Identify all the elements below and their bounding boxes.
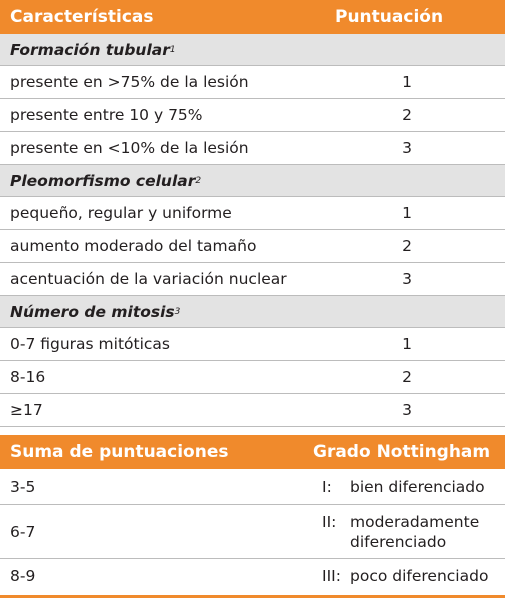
header-sum: Suma de puntuaciones <box>10 442 229 462</box>
sum-value: 8-9 <box>10 567 36 585</box>
sum-value: 3-5 <box>10 477 36 496</box>
row-score: 2 <box>402 106 412 124</box>
section-title: Pleomorfismo celular <box>10 171 196 190</box>
table-row <box>0 328 505 361</box>
grade-numeral: I: <box>322 477 332 496</box>
row-score: 3 <box>402 401 412 419</box>
table-row <box>0 263 505 296</box>
row-score: 3 <box>402 270 412 288</box>
table-row <box>0 99 505 132</box>
footnote-marker: 1 <box>169 44 176 55</box>
section-title: Número de mitosis <box>10 302 175 321</box>
table-row <box>0 394 505 427</box>
row-score: 3 <box>402 139 412 157</box>
table-header <box>0 0 505 34</box>
grade-text: poco diferenciado <box>350 567 489 585</box>
grade-text: bien diferenciado <box>350 477 485 496</box>
row-score: 2 <box>402 368 412 386</box>
grade-row <box>0 469 505 505</box>
row-label: presente en >75% de la lesión <box>10 73 249 91</box>
row-label: pequeño, regular y uniforme <box>10 204 232 222</box>
row-label: 8-16 <box>10 368 46 386</box>
row-score: 1 <box>402 335 412 353</box>
table-row <box>0 132 505 165</box>
section-mitosis <box>0 296 505 328</box>
row-label: presente en <10% de la lesión <box>10 139 249 157</box>
table-row <box>0 361 505 394</box>
bottom-accent-rule <box>0 595 505 598</box>
grade-row <box>0 505 505 559</box>
table-gap <box>0 427 505 435</box>
table-row <box>0 230 505 263</box>
section-title: Formación tubular <box>10 40 170 59</box>
row-score: 1 <box>402 73 412 91</box>
row-label: ≥17 <box>10 401 43 419</box>
header-grade: Grado Nottingham <box>313 442 491 462</box>
grade-text-line2: diferenciado <box>350 532 447 551</box>
grade-numeral: II: <box>322 512 337 531</box>
grade-numeral: III: <box>322 567 341 585</box>
section-tubular <box>0 34 505 66</box>
row-label: 0-7 figuras mitóticas <box>10 335 170 353</box>
section-pleomorphism <box>0 165 505 197</box>
row-score: 1 <box>402 204 412 222</box>
row-label: aumento moderado del tamaño <box>10 237 257 255</box>
grade-value <box>310 567 505 585</box>
grade-table-header <box>0 435 505 469</box>
header-characteristics: Características <box>10 7 154 27</box>
sum-value: 6-7 <box>10 522 36 541</box>
footnote-marker: 2 <box>195 175 202 186</box>
footnote-marker: 3 <box>174 306 181 317</box>
row-label: acentuación de la variación nuclear <box>10 270 287 288</box>
table-row <box>0 66 505 99</box>
grade-row <box>0 559 505 593</box>
grade-value <box>310 512 505 552</box>
grade-value <box>310 478 505 496</box>
table-row <box>0 197 505 230</box>
row-score: 2 <box>402 237 412 255</box>
grade-text: moderadamente <box>350 512 480 531</box>
header-score: Puntuación <box>335 7 444 27</box>
row-label: presente entre 10 y 75% <box>10 106 203 124</box>
